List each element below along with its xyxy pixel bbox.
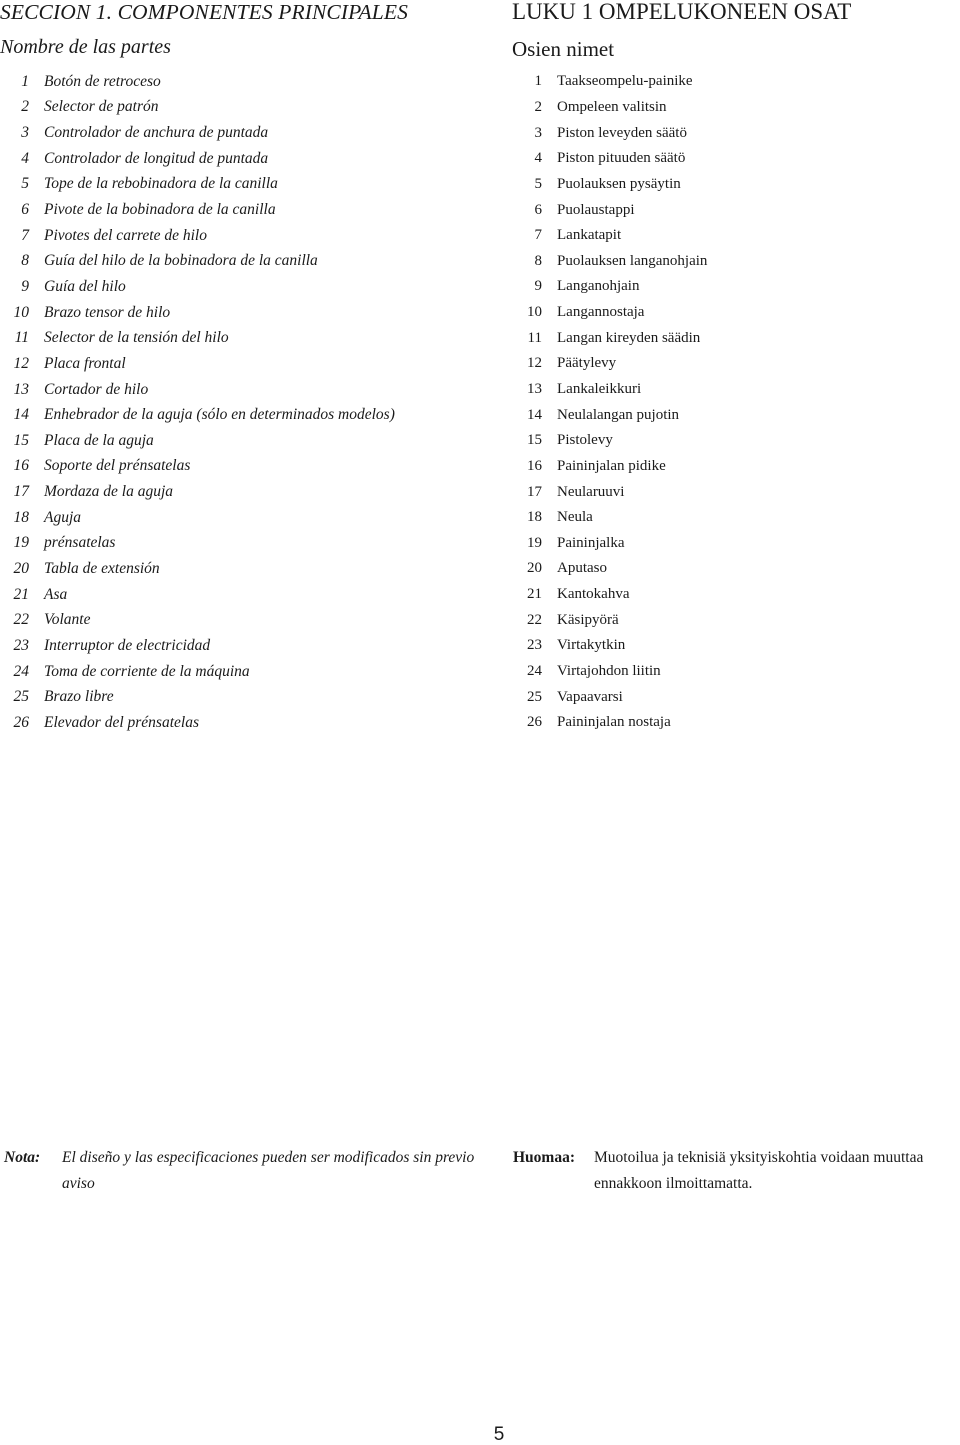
part-label: Placa frontal <box>44 354 126 372</box>
part-number: 20 <box>527 560 542 577</box>
list-item <box>0 402 395 428</box>
part-label: Neulalangan pujotin <box>557 406 680 423</box>
part-label: Asa <box>44 585 68 603</box>
list-item <box>512 274 707 300</box>
list-item <box>0 633 395 659</box>
list-item <box>0 69 395 95</box>
part-label: Botón de retroceso <box>44 72 161 90</box>
list-item <box>512 120 707 146</box>
spanish-subtitle: Nombre de las partes <box>0 36 171 58</box>
part-label: Brazo tensor de hilo <box>44 303 171 321</box>
part-label: Placa de la aguja <box>44 431 154 449</box>
finnish-subtitle: Osien nimet <box>512 37 615 61</box>
part-label: Langannostaja <box>557 304 645 321</box>
list-item <box>0 351 395 377</box>
part-label: Volante <box>44 611 91 629</box>
part-number: 10 <box>13 303 29 321</box>
part-label: Aputaso <box>557 560 607 577</box>
list-item <box>512 607 707 633</box>
list-item <box>512 479 707 505</box>
part-number: 23 <box>13 636 29 654</box>
finnish-section-title: LUKU 1 OMPELUKONEEN OSAT <box>512 0 852 24</box>
finnish-note <box>513 1145 960 1197</box>
part-number: 23 <box>527 637 542 654</box>
part-label: Lankatapit <box>557 227 622 244</box>
part-label: Langanohjain <box>557 278 640 295</box>
part-label: Enhebrador de la aguja (sólo en determinados modelos) <box>44 406 395 424</box>
part-number: 16 <box>527 457 542 474</box>
list-item <box>0 223 395 249</box>
list-item <box>0 300 395 326</box>
part-number: 11 <box>14 329 29 347</box>
list-item <box>0 710 395 736</box>
list-item <box>0 172 395 198</box>
finnish-parts-list <box>512 69 707 736</box>
list-item <box>0 146 395 172</box>
list-item <box>512 428 707 454</box>
part-number: 3 <box>21 124 29 142</box>
part-number: 14 <box>527 406 542 423</box>
part-number: 2 <box>21 98 29 116</box>
list-item <box>512 351 707 377</box>
part-label: Brazo libre <box>44 688 114 706</box>
part-label: Pistolevy <box>557 432 613 449</box>
list-item <box>512 402 707 428</box>
part-label: Langan kireyden säädin <box>557 329 701 346</box>
list-item <box>0 325 395 351</box>
part-number: 10 <box>527 304 542 321</box>
part-label: Puolauksen langanohjain <box>557 252 708 269</box>
list-item <box>0 248 395 274</box>
list-item <box>512 710 707 736</box>
list-item <box>0 428 395 454</box>
list-item <box>512 300 707 326</box>
list-item <box>512 505 707 531</box>
part-number: 21 <box>527 586 542 603</box>
list-item <box>512 69 707 95</box>
part-label: Controlador de longitud de puntada <box>44 149 269 167</box>
part-label: Virtakytkin <box>557 637 626 654</box>
list-item <box>0 479 395 505</box>
part-number: 26 <box>527 714 542 731</box>
part-label: Puolaustappi <box>557 201 635 218</box>
part-label: Taakseompelu-painike <box>557 73 693 90</box>
part-label: Guía del hilo de la bobinadora de la canilla <box>44 252 318 270</box>
part-number: 7 <box>534 227 542 244</box>
part-label: Controlador de anchura de puntada <box>44 124 269 142</box>
list-item <box>0 684 395 710</box>
spanish-note-text: El diseño y las especificaciones pueden ser modificados sin previo aviso <box>62 1149 475 1192</box>
spanish-note <box>4 1145 480 1197</box>
list-item <box>0 197 395 223</box>
list-item <box>512 325 707 351</box>
part-number: 24 <box>527 663 542 680</box>
part-label: Kantokahva <box>557 586 630 603</box>
list-item <box>512 377 707 403</box>
part-label: Päätylevy <box>557 355 617 372</box>
spanish-note-label: Nota: <box>4 1149 41 1166</box>
part-number: 12 <box>13 354 29 372</box>
part-label: Pivotes del carrete de hilo <box>44 226 207 244</box>
list-item <box>512 659 707 685</box>
part-label: Paininjalan nostaja <box>557 714 671 731</box>
part-label: Käsipyörä <box>557 611 619 628</box>
part-label: Paininjalan pidike <box>557 457 666 474</box>
part-label: Puolauksen pysäytin <box>557 175 681 192</box>
list-item <box>512 248 707 274</box>
list-item <box>0 454 395 480</box>
list-item <box>512 633 707 659</box>
part-number: 8 <box>534 252 542 269</box>
part-label: Toma de corriente de la máquina <box>44 662 250 680</box>
part-number: 12 <box>527 355 542 372</box>
list-item <box>0 377 395 403</box>
part-label: Vapaavarsi <box>557 688 623 705</box>
part-number: 4 <box>534 150 542 167</box>
part-number: 16 <box>13 457 29 475</box>
list-item <box>512 223 707 249</box>
part-number: 7 <box>21 226 29 244</box>
part-number: 21 <box>13 585 29 603</box>
part-number: 5 <box>534 175 542 192</box>
part-number: 5 <box>21 175 29 193</box>
part-label: Paininjalka <box>557 534 625 551</box>
part-number: 2 <box>534 98 542 115</box>
part-number: 15 <box>13 431 29 449</box>
list-item <box>0 95 395 121</box>
part-number: 25 <box>527 688 542 705</box>
part-label: Aguja <box>44 508 82 526</box>
part-number: 1 <box>21 72 29 90</box>
part-label: Pivote de la bobinadora de la canilla <box>44 201 276 219</box>
part-label: Virtajohdon liitin <box>557 663 661 680</box>
part-label: Mordaza de la aguja <box>44 483 174 501</box>
list-item <box>512 582 707 608</box>
part-label: Neula <box>557 509 593 526</box>
part-label: Cortador de hilo <box>44 380 149 398</box>
part-label: Soporte del prénsatelas <box>44 457 191 475</box>
part-label: Interruptor de electricidad <box>44 636 211 654</box>
part-label: Lankaleikkuri <box>557 381 642 397</box>
part-number: 6 <box>21 201 29 219</box>
part-number: 25 <box>13 688 29 706</box>
part-label: Tabla de extensión <box>44 559 160 577</box>
part-number: 24 <box>13 662 29 680</box>
spanish-section-title: SECCION 1. COMPONENTES PRINCIPALES <box>0 0 408 24</box>
list-item <box>512 95 707 121</box>
part-number: 22 <box>13 611 29 629</box>
part-label: Tope de la rebobinadora de la canilla <box>44 175 278 193</box>
part-label: Guía del hilo <box>44 277 126 295</box>
part-number: 18 <box>13 508 29 526</box>
part-number: 4 <box>21 149 29 167</box>
part-number: 9 <box>21 277 29 295</box>
list-item <box>0 120 395 146</box>
list-item <box>0 505 395 531</box>
part-number: 11 <box>527 329 542 346</box>
part-number: 3 <box>534 124 542 141</box>
list-item <box>0 582 395 608</box>
part-label: Piston pituuden säätö <box>557 150 686 167</box>
part-number: 22 <box>527 611 542 628</box>
part-number: 1 <box>534 73 542 90</box>
part-number: 18 <box>527 509 542 526</box>
part-number: 6 <box>534 201 542 218</box>
part-number: 8 <box>21 252 29 270</box>
finnish-note-label: Huomaa: <box>513 1149 575 1166</box>
part-number: 19 <box>13 534 29 552</box>
list-item <box>0 556 395 582</box>
part-number: 13 <box>13 380 29 398</box>
part-label: Selector de patrón <box>44 98 159 116</box>
part-number: 19 <box>527 534 542 551</box>
list-item <box>0 531 395 557</box>
part-number: 17 <box>527 483 542 500</box>
part-label: Ompeleen valitsin <box>557 98 667 115</box>
finnish-note-text: Muotoilua ja teknisiä yksityiskohtia voidaan muuttaa ennakkoon ilmoittamatta. <box>594 1149 924 1192</box>
part-number: 13 <box>527 381 542 397</box>
part-label: Selector de la tensión del hilo <box>44 329 229 347</box>
list-item <box>512 684 707 710</box>
page-number: 5 <box>493 1424 505 1445</box>
part-number: 14 <box>13 406 29 424</box>
list-item <box>512 197 707 223</box>
part-number: 9 <box>534 278 542 295</box>
part-number: 15 <box>527 432 542 449</box>
list-item <box>0 274 395 300</box>
part-number: 17 <box>13 483 29 501</box>
list-item <box>512 454 707 480</box>
part-label: Elevador del prénsatelas <box>44 713 199 731</box>
spanish-parts-list <box>0 69 395 736</box>
part-label: Piston leveyden säätö <box>557 124 687 141</box>
list-item <box>0 607 395 633</box>
part-number: 20 <box>13 559 29 577</box>
list-item <box>512 146 707 172</box>
part-label: Neularuuvi <box>557 483 625 500</box>
list-item <box>512 172 707 198</box>
part-number: 26 <box>13 713 29 731</box>
list-item <box>512 556 707 582</box>
list-item <box>512 531 707 557</box>
list-item <box>0 659 395 685</box>
part-label: prénsatelas <box>44 534 116 552</box>
